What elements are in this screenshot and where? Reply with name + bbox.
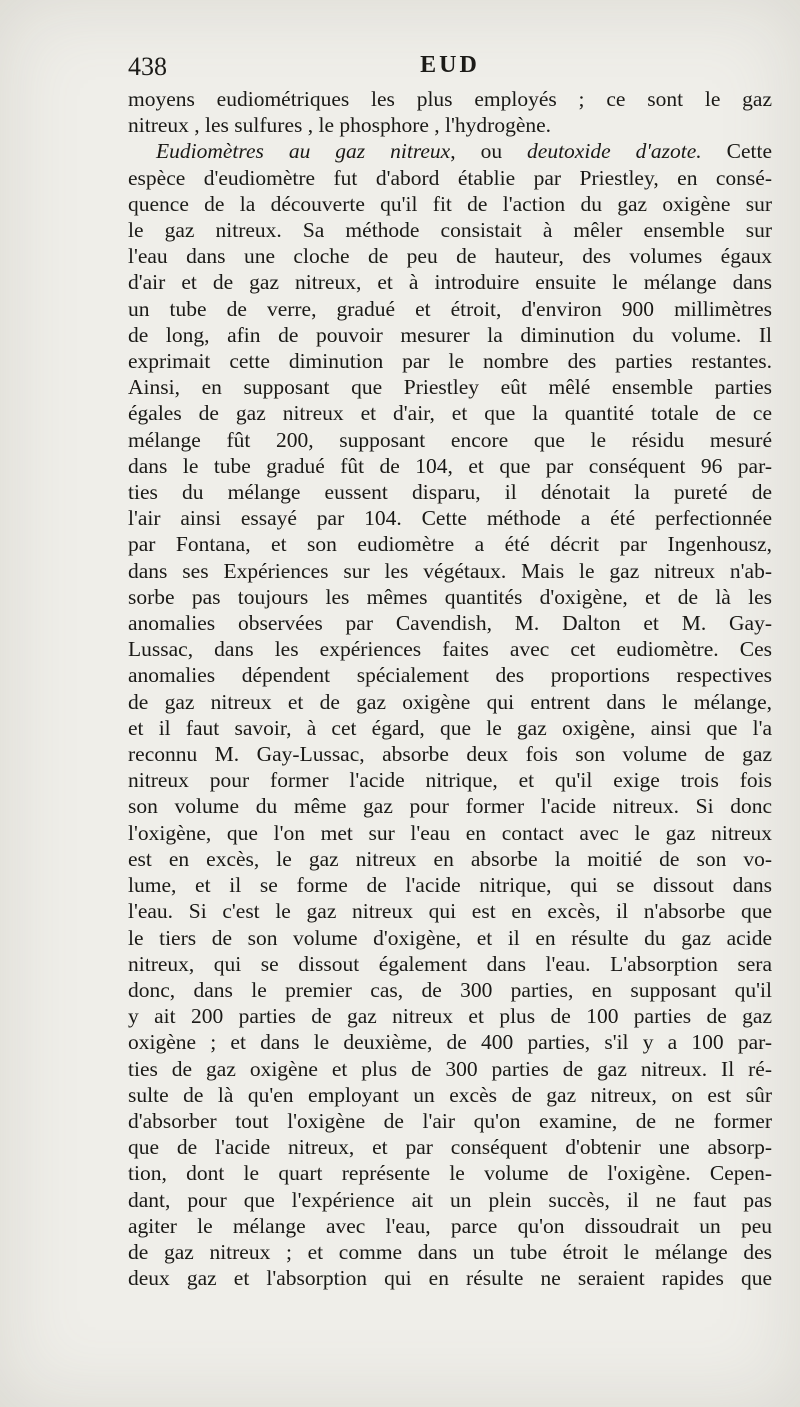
text-line: l'eau. Si c'est le gaz nitreux qui est en excès, il n'absorbe que [128, 899, 772, 924]
text-line: dans ses Expériences sur les végétaux. Mais le gaz nitreux n'ab- [128, 558, 772, 583]
text-line: agiter le mélange avec l'eau, parce qu'on dissoudrait un peu [128, 1213, 772, 1238]
running-title: EUD [420, 52, 480, 78]
text-line: anomalies observées par Cavendish, M. Dalton et M. Gay- [128, 611, 772, 636]
text-line: nitreux , les sulfures , le phosphore , l'hydrogène. [128, 113, 552, 138]
text-line: dant, pour que l'expérience ait un plein succès, il ne faut pas [128, 1187, 772, 1212]
text-line: oxigène ; et dans le deuxième, de 400 parties, s'il y a 100 par- [128, 1030, 772, 1055]
text-line: exprimait cette diminution par le nombre des parties restantes. [128, 349, 772, 374]
text-line: ties de gaz oxigène et plus de 300 parties de gaz nitreux. Il ré- [128, 1056, 772, 1081]
text-line: tion, dont le quart représente le volume de l'oxigène. Cepen- [128, 1161, 772, 1186]
text-line: Ainsi, en supposant que Priestley eût mêlé ensemble parties [128, 375, 772, 400]
text-line: et il faut savoir, à cet égard, que le gaz oxigène, ainsi que l'a [128, 715, 772, 740]
text-line: deux gaz et l'absorption qui en résulte ne seraient rapides que [128, 1266, 772, 1291]
text-line: espèce d'eudiomètre fut d'abord établie par Priestley, en consé- [128, 165, 772, 190]
text-line: moyens eudiométriques les plus employés ; ce sont le gaz [128, 87, 772, 111]
text-line: reconnu M. Gay-Lussac, absorbe deux fois son volume de gaz [128, 742, 772, 767]
text-line: y ait 200 parties de gaz nitreux et plus de 100 parties de gaz [128, 1004, 772, 1029]
text-line: par Fontana, et son eudiomètre a été décrit par Ingenhousz, [128, 532, 772, 557]
text-line: égales de gaz nitreux et d'air, et que la quantité totale de ce [128, 401, 772, 426]
text-line: est en excès, le gaz nitreux en absorbe la moitié de son vo- [128, 846, 772, 871]
text-line: sorbe pas toujours les mêmes quantités d'oxigène, et de là les [128, 584, 772, 609]
text-line: l'air ainsi essayé par 104. Cette méthode a été perfectionnée [128, 506, 772, 531]
text-line: de gaz nitreux ; et comme dans un tube étroit le mélange des [128, 1239, 772, 1264]
text-line: de gaz nitreux et de gaz oxigène qui entrent dans le mélange, [128, 689, 772, 714]
text-line: d'absorber tout l'oxigène de l'air qu'on examine, de ne former [128, 1108, 772, 1133]
text-line: le tiers de son volume d'oxigène, et il en résulte du gaz acide [128, 925, 772, 950]
text-line: dans le tube gradué fût de 104, et que par conséquent 96 par- [128, 453, 772, 478]
running-head [128, 52, 772, 82]
text-line: lume, et il se forme de l'acide nitrique, qui se dissout dans [128, 873, 772, 898]
text-line: son volume du même gaz pour former l'acide nitreux. Si donc [128, 794, 772, 819]
text-line [128, 138, 772, 164]
text-line: Lussac, dans les expériences faites avec cet eudiomètre. Ces [128, 637, 772, 662]
text-line: le gaz nitreux. Sa méthode consistait à mêler ensemble sur [128, 218, 772, 243]
text-line: nitreux, qui se dissout également dans l'eau. L'absorption sera [128, 951, 772, 976]
italic-term: Eudiomètres au gaz nitreux [156, 139, 451, 164]
text-line: l'eau dans une cloche de peu de hauteur, des volumes égaux [128, 244, 772, 269]
text-line: mélange fût 200, supposant encore que le résidu mesuré [128, 427, 772, 452]
text-line: d'air et de gaz nitreux, et à introduire ensuite le mélange dans [128, 270, 772, 295]
text-line: quence de la découverte qu'il fit de l'action du gaz oxigène sur [128, 191, 772, 216]
text-line: nitreux pour former l'acide nitrique, et qu'il exige trois fois [128, 768, 772, 793]
page-number: 438 [128, 52, 167, 81]
text-line: l'oxigène, que l'on met sur l'eau en contact avec le gaz nitreux [128, 820, 772, 845]
text-line: donc, dans le premier cas, de 300 parties, en supposant qu'il [128, 977, 772, 1002]
text-line: ties du mélange eussent disparu, il dénotait la pureté de [128, 480, 772, 505]
body-text [128, 86, 772, 1291]
italic-term: deutoxide d'azote. [527, 139, 702, 164]
text-line: anomalies dépendent spécialement des proportions respectives [128, 663, 772, 688]
text-line: sulte de là qu'en employant un excès de gaz nitreux, on est sûr [128, 1082, 772, 1107]
line-segment: , ou [450, 139, 528, 164]
text-line: de long, afin de pouvoir mesurer la diminution du volume. Il [128, 322, 772, 347]
line-segment: Cette [701, 139, 772, 164]
text-line: un tube de verre, gradué et étroit, d'environ 900 millimètres [128, 296, 772, 321]
text-line: que de l'acide nitreux, et par conséquent d'obtenir une absorp- [128, 1135, 772, 1160]
